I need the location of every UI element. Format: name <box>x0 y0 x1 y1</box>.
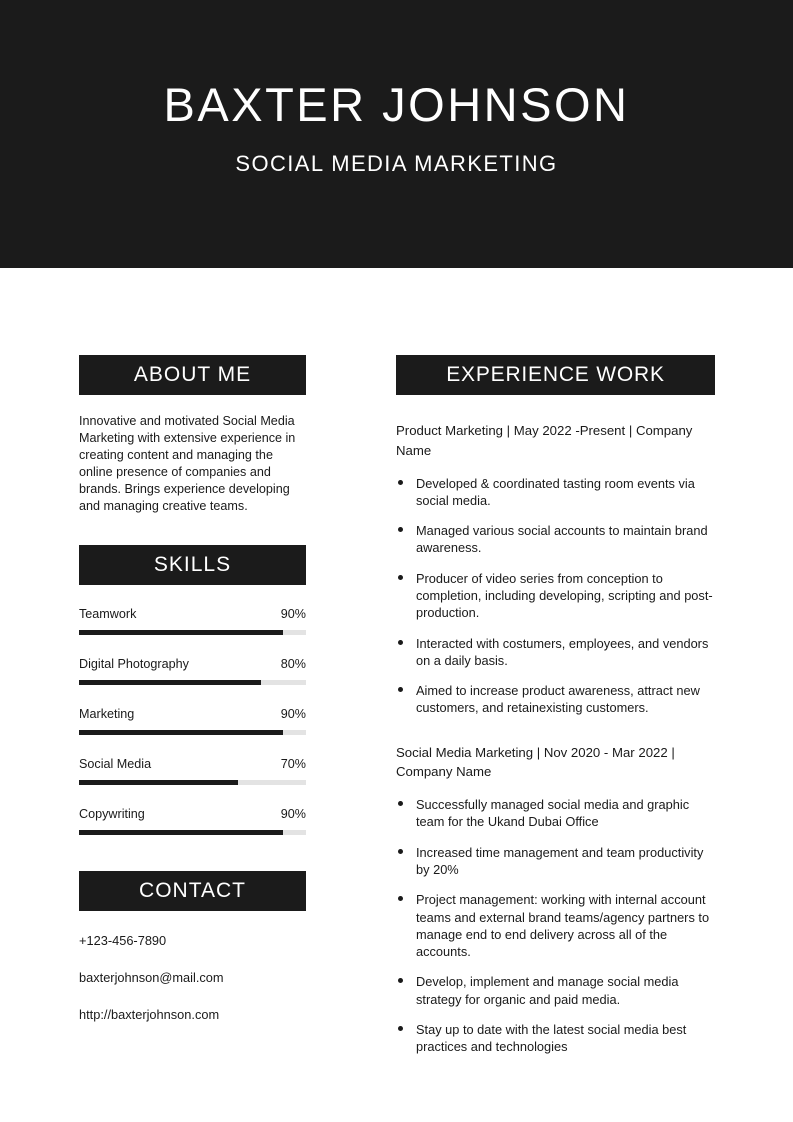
skill-item <box>79 807 306 835</box>
bullet-dot-icon <box>398 687 403 692</box>
bullet-item <box>396 475 715 510</box>
bullet-text: Develop, implement and manage social media strategy for organic and paid media. <box>416 974 679 1007</box>
skill-value: 90% <box>280 707 306 722</box>
job-bullets <box>396 475 715 717</box>
skill-item <box>79 757 306 785</box>
skill-value: 80% <box>280 657 306 672</box>
skill-progress-fill <box>79 830 283 835</box>
job-title: Social Media Marketing | Nov 2020 - Mar 2022 | Company Name <box>396 744 675 780</box>
skill-progress-fill <box>79 730 283 735</box>
skill-header <box>79 657 306 671</box>
about-text: Innovative and motivated Social Media Marketing with extensive experience in creating content and managing the online presence of companies and brands. Brings experience developing and managing creative teams. <box>79 414 296 514</box>
bullet-dot-icon <box>398 527 403 532</box>
bullet-dot-icon <box>398 849 403 854</box>
skill-label: Digital Photography <box>79 657 189 672</box>
skill-progress-fill <box>79 680 261 685</box>
bullet-text: Aimed to increase product awareness, attract new customers, and retainexisting customers. <box>416 683 700 716</box>
skill-progress-fill <box>79 780 238 785</box>
skills-section <box>79 545 306 835</box>
skill-item <box>79 657 306 685</box>
skill-progress-track <box>79 830 306 835</box>
skill-item <box>79 607 306 635</box>
skill-progress-track <box>79 630 306 635</box>
skill-progress-fill <box>79 630 283 635</box>
contact-phone[interactable]: +123-456-7890 <box>79 933 167 949</box>
bullet-text: Stay up to date with the latest social media best practices and technologies <box>416 1021 687 1055</box>
page-title: BAXTER JOHNSON <box>163 78 630 132</box>
skill-label: Teamwork <box>79 607 137 622</box>
skill-item <box>79 707 306 735</box>
bullet-text: Managed various social accounts to maintain brand awareness. <box>416 523 708 556</box>
bullet-text: Project management: working with internal account teams and external brand teams/agency partners to manage end to end delivery across all of the accounts. <box>416 892 710 960</box>
bullet-text: Increased time management and team productivity by 20% <box>416 844 704 877</box>
bullet-dot-icon <box>398 575 403 580</box>
skill-progress-track <box>79 680 306 685</box>
bullet-text: Developed & coordinated tasting room events via social media. <box>416 475 695 508</box>
skill-progress-track <box>79 780 306 785</box>
job-bullets <box>396 796 715 1055</box>
skill-value: 90% <box>280 807 306 822</box>
about-section-heading: ABOUT ME <box>79 355 306 395</box>
bullet-item <box>396 1021 715 1056</box>
skill-progress-track <box>79 730 306 735</box>
experience-section-heading: EXPERIENCE WORK <box>396 355 715 395</box>
experience-job <box>396 421 715 717</box>
bullet-item <box>396 891 715 960</box>
bullet-dot-icon <box>398 1026 403 1031</box>
bullet-dot-icon <box>398 640 403 645</box>
contact-email[interactable]: baxterjohnson@mail.com <box>79 970 224 986</box>
bullet-item <box>396 796 715 831</box>
contact-section-heading: CONTACT <box>79 871 306 911</box>
bullet-item <box>396 973 715 1008</box>
experience-job <box>396 743 715 1056</box>
bullet-text: Interacted with costumers, employees, and vendors on a daily basis. <box>416 635 709 668</box>
job-title: Product Marketing | May 2022 -Present | Company Name <box>396 423 693 458</box>
bullet-item <box>396 570 715 622</box>
header-subtitle: SOCIAL MEDIA MARKETING <box>235 150 558 176</box>
bullet-text: Producer of video series from conception to completion, including developing, scripting and post-production. <box>416 570 713 621</box>
skills-section-heading: SKILLS <box>79 545 306 585</box>
skill-value: 70% <box>280 757 306 772</box>
bullet-item <box>396 682 715 717</box>
skill-header <box>79 607 306 621</box>
bullet-dot-icon <box>398 978 403 983</box>
contact-section <box>79 871 306 1022</box>
skill-label: Social Media <box>79 757 152 772</box>
bullet-text: Successfully managed social media and graphic team for the Ukand Dubai Office <box>416 797 690 830</box>
skill-header <box>79 807 306 821</box>
left-column <box>79 355 306 1044</box>
bullet-item <box>396 635 715 670</box>
skill-header <box>79 757 306 771</box>
right-column <box>396 355 715 1068</box>
bullet-dot-icon <box>398 480 403 485</box>
skill-value: 90% <box>280 607 306 622</box>
contact-list <box>79 933 306 1022</box>
bullet-dot-icon <box>398 896 403 901</box>
contact-website[interactable]: http://baxterjohnson.com <box>79 1007 220 1023</box>
bullet-dot-icon <box>398 801 403 806</box>
resume-header <box>0 0 793 268</box>
skill-header <box>79 707 306 721</box>
skill-label: Marketing <box>79 707 135 722</box>
skill-label: Copywriting <box>79 807 145 822</box>
bullet-item <box>396 844 715 879</box>
bullet-item <box>396 522 715 557</box>
